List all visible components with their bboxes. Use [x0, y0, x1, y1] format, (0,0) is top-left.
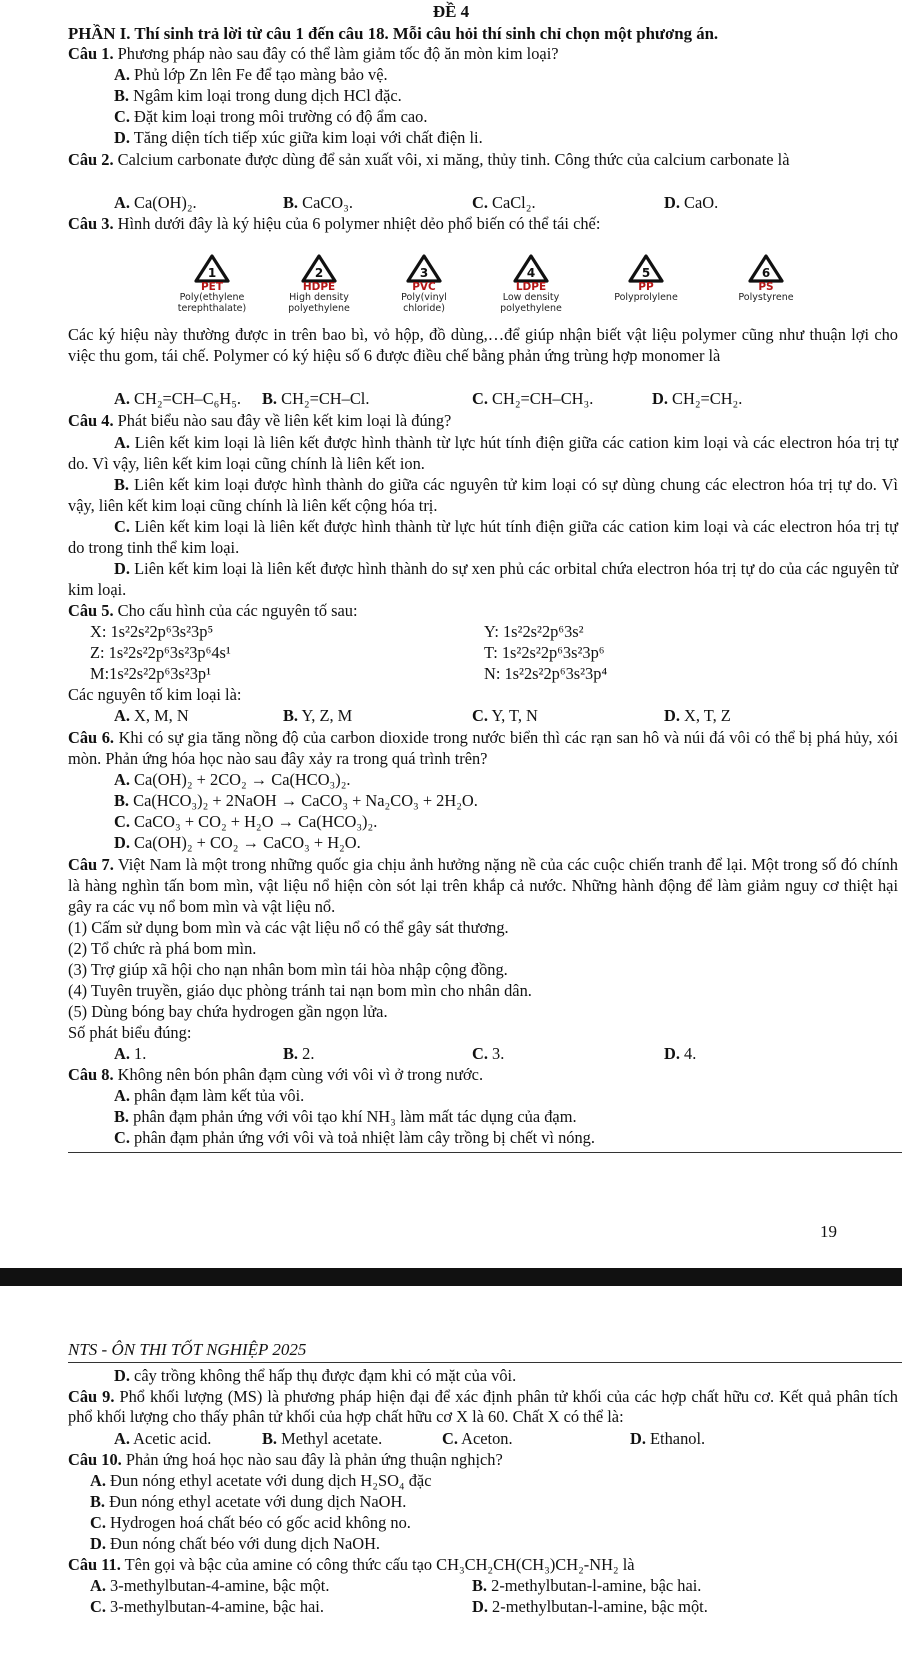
q7-stem: Câu 7. Việt Nam là một trong những quốc gia chịu ảnh hưởng nặng nề của các cuộc chiến tranh để lại. Một trong số đó chính là hàng nghìn tấn bom mìn, vật liệu nổ hiện còn sót lại trên khắp cả nước. Những hành động để làm giảm nguy cơ thiệt hại gây ra các vụ nổ bom mìn và vật liệu nổ. — [68, 855, 899, 916]
q7-item-1: (1) Cấm sử dụng bom mìn và các vật liệu nổ có thể gây sát thương. — [68, 918, 509, 937]
q5-option-a: A. X, M, N — [114, 706, 189, 725]
q10-option-a: A. Đun nóng ethyl acetate với dung dịch H₂SO₄ đặc — [90, 1471, 432, 1490]
q7-item-3: (3) Trợ giúp xã hội cho nạn nhân bom mìn tái hòa nhập cộng đồng. — [68, 960, 508, 979]
q7-item-4: (4) Tuyên truyền, giáo dục phòng tránh tai nạn bom mìn cho nhân dân. — [68, 981, 532, 1000]
q2-stem: Câu 2. Calcium carbonate được dùng để sản xuất vôi, xi măng, thủy tinh. Công thức của calcium carbonate là — [68, 150, 790, 169]
q3-option-d: D. CH₂=CH₂. — [652, 389, 743, 408]
symbol-code: PET — [200, 281, 224, 293]
symbol-code: PP — [638, 281, 654, 293]
q5-config-t: T: 1s²2s²2p⁶3s²3p⁶ — [484, 643, 605, 662]
recycle-triangle-icon — [404, 254, 444, 284]
q5-option-d: D. X, T, Z — [664, 706, 731, 725]
q5-config-n: N: 1s²2s²2p⁶3s²3p⁴ — [484, 664, 608, 683]
q5-config-z: Z: 1s²2s²2p⁶3s²3p⁶4s¹ — [90, 643, 231, 662]
q5-option-c: C. Y, T, N — [472, 706, 538, 725]
svg-text:6: 6 — [761, 266, 771, 280]
recycle-triangle-icon — [746, 254, 786, 284]
symbol-desc: High density — [289, 292, 349, 303]
recycling-symbols — [0, 254, 902, 334]
symbol-desc: Polystyrene — [738, 292, 794, 303]
q7-option-b: B. 2. — [283, 1044, 315, 1063]
q2-option-a: A. Ca(OH)₂. — [114, 193, 197, 212]
svg-text:2: 2 — [314, 266, 324, 280]
q5-config-y: Y: 1s²2s²2p⁶3s² — [484, 622, 584, 641]
q5-config-x: X: 1s²2s²2p⁶3s²3p⁵ — [90, 622, 214, 641]
q4-option-c: C. Liên kết kim loại là liên kết được hình thành từ lực hút tính điện giữa các cation kim loại và các electron hóa trị tự do trong tinh thể kim loại. — [68, 517, 899, 557]
q6-option-c: C. CaCO₃ + CO₂ + H₂O → Ca(HCO₃)₂. — [114, 812, 378, 831]
q11-option-d: D. 2-methylbutan-l-amine, bậc một. — [472, 1597, 708, 1616]
page-rule — [68, 1152, 902, 1153]
symbol-code: LDPE — [515, 281, 547, 293]
q7-option-c: C. 3. — [472, 1044, 505, 1063]
recycle-symbol-6 — [706, 254, 826, 303]
running-header: NTS - ÔN THI TỐT NGHIỆP 2025 — [68, 1340, 307, 1359]
q1-option-d: D. Tăng diện tích tiếp xúc giữa kim loại với chất điện li. — [114, 128, 483, 147]
svg-text:5: 5 — [641, 266, 651, 280]
q10-stem: Câu 10. Phản ứng hoá học nào sau đây là phản ứng thuận nghịch? — [68, 1450, 503, 1469]
svg-text:3: 3 — [419, 266, 429, 280]
header-rule — [68, 1362, 902, 1363]
q6-option-a: A. Ca(OH)₂ + 2CO₂ → Ca(HCO₃)₂. — [114, 770, 351, 789]
recycle-symbol-3 — [364, 254, 484, 314]
q2-option-d: D. CaO. — [664, 193, 719, 212]
q9-option-c: C. Aceton. — [442, 1429, 513, 1448]
q3-option-b: B. CH₂=CH–Cl. — [262, 389, 370, 408]
q3-stem: Câu 3. Hình dưới đây là ký hiệu của 6 polymer nhiệt dẻo phổ biến có thể tái chế: — [68, 214, 601, 233]
q8-option-b: B. phân đạm phản ứng với vôi tạo khí NH₃ làm mất tác dụng của đạm. — [114, 1107, 577, 1126]
q5-config-m: M:1s²2s²2p⁶3s²3p¹ — [90, 664, 212, 683]
symbol-desc: polyethylene — [500, 303, 562, 314]
q7-item-2: (2) Tổ chức rà phá bom mìn. — [68, 939, 257, 958]
recycle-triangle-icon — [192, 254, 232, 284]
q7-option-d: D. 4. — [664, 1044, 697, 1063]
q5-stem: Câu 5. Cho cấu hình của các nguyên tố sau: — [68, 601, 358, 620]
q1-option-c: C. Đặt kim loại trong môi trường có độ ẩm cao. — [114, 107, 428, 126]
q3-text2: Các ký hiệu này thường được in trên bao bì, vỏ hộp, đồ dùng,…để giúp nhận biết vật liệu polymer cũng như thuận lợi cho việc thu gom, tái chế. Polymer có ký hiệu số 6 được điều chế bằng phản ứng trùng hợp monomer là — [68, 325, 898, 365]
q1-stem: Câu 1. Phương pháp nào sau đây có thể làm giảm tốc độ ăn mòn kim loại? — [68, 44, 559, 63]
q6-option-d: D. Ca(OH)₂ + CO₂ → CaCO₃ + H₂O. — [114, 833, 361, 852]
recycle-symbol-5 — [586, 254, 706, 303]
q4-stem: Câu 4. Phát biểu nào sau đây về liên kết kim loại là đúng? — [68, 411, 452, 430]
q11-stem: Câu 11. Tên gọi và bậc của amine có công thức cấu tạo CH₃CH₂CH(CH₃)CH₂-NH₂ là — [68, 1555, 635, 1574]
q6-option-b: B. Ca(HCO₃)₂ + 2NaOH → CaCO₃ + Na₂CO₃ + 2H₂O. — [114, 791, 478, 810]
symbol-code: HDPE — [302, 281, 336, 293]
q9-option-a: A. Acetic acid. — [114, 1429, 212, 1448]
q4-option-d: D. Liên kết kim loại là liên kết được hình thành do sự xen phủ các orbital chứa electron hóa trị tự do của các nguyên tử kim loại. — [68, 559, 898, 599]
symbol-desc: polyethylene — [288, 303, 350, 314]
q10-option-d: D. Đun nóng chất béo với dung dịch NaOH. — [90, 1534, 381, 1553]
symbol-code: PS — [758, 281, 774, 293]
q7-option-a: A. 1. — [114, 1044, 147, 1063]
q8-option-a: A. phân đạm làm kết tủa vôi. — [114, 1086, 305, 1105]
q3-option-a: A. CH₂=CH–C₆H₅. — [114, 389, 242, 408]
recycle-symbol-2 — [259, 254, 379, 314]
symbol-desc: Low density — [502, 292, 560, 303]
q11-option-a: A. 3-methylbutan-4-amine, bậc một. — [90, 1576, 330, 1595]
q6-stem: Câu 6. Khi có sự gia tăng nồng độ của carbon dioxide trong nước biển thì các rạn san hô và núi đá vôi có thể bị phá hủy, xói mòn. Phản ứng hóa học nào sau đây xảy ra trong quá trình trên? — [68, 728, 899, 768]
svg-text:4: 4 — [526, 266, 536, 280]
q8-option-c: C. phân đạm phản ứng với vôi và toả nhiệt làm cây trồng bị chết vì nóng. — [114, 1128, 595, 1147]
recycle-symbol-1 — [152, 254, 272, 314]
page-separator — [0, 1268, 902, 1286]
page-number: 19 — [820, 1222, 837, 1241]
q9-stem: Câu 9. Phổ khối lượng (MS) là phương pháp hiện đại để xác định phân tử khối của các hợp chất hữu cơ. Kết quả phân tích phổ khối lượng cho thấy phân tử khối của hợp chất hữu cơ X là 60. Chất X có thể là: — [68, 1387, 898, 1426]
part-title: PHẦN I. Thí sinh trả lời từ câu 1 đến câu 18. Mỗi câu hỏi thí sinh chỉ chọn một phương án. — [68, 24, 719, 43]
svg-text:1: 1 — [207, 266, 217, 280]
q2-option-c: C. CaCl₂. — [472, 193, 536, 212]
q10-option-c: C. Hydrogen hoá chất béo có gốc acid không no. — [90, 1513, 411, 1532]
q10-option-b: B. Đun nóng ethyl acetate với dung dịch NaOH. — [90, 1492, 407, 1511]
q9-option-b: B. Methyl acetate. — [262, 1429, 383, 1448]
q7-ask: Số phát biểu đúng: — [68, 1023, 192, 1042]
symbol-desc: chloride) — [403, 303, 445, 314]
recycle-symbol-4 — [471, 254, 591, 314]
page-gap — [0, 1286, 902, 1340]
q3-option-c: C. CH₂=CH–CH₃. — [472, 389, 594, 408]
q7-item-5: (5) Dùng bóng bay chứa hydrogen gần ngọn lửa. — [68, 1002, 388, 1021]
q2-option-b: B. CaCO₃. — [283, 193, 353, 212]
recycle-triangle-icon — [299, 254, 339, 284]
symbol-code: PVC — [412, 281, 436, 293]
q5-ask: Các nguyên tố kim loại là: — [68, 685, 242, 704]
symbol-desc: Poly(vinyl — [401, 292, 447, 303]
q9-option-d: D. Ethanol. — [630, 1429, 706, 1448]
q1-option-a: A. Phủ lớp Zn lên Fe để tạo màng bảo vệ. — [114, 65, 388, 84]
recycle-triangle-icon — [626, 254, 666, 284]
symbol-desc: Poly(ethylene — [179, 292, 245, 303]
q4-option-a: A. Liên kết kim loại là liên kết được hình thành từ lực hút tính điện giữa các cation kim loại và các electron hóa trị tự do. Vì vậy, liên kết kim loại cũng chính là liên kết ion. — [68, 433, 899, 473]
q11-option-b: B. 2-methylbutan-l-amine, bậc hai. — [472, 1576, 702, 1595]
recycle-triangle-icon — [511, 254, 551, 284]
q8-option-d: D. cây trồng không thể hấp thụ được đạm khi có mặt của vôi. — [114, 1366, 517, 1385]
q5-option-b: B. Y, Z, M — [283, 706, 353, 725]
q4-option-b: B. Liên kết kim loại được hình thành do giữa các nguyên tử kim loại có sự dùng chung các electron hóa trị tự do. Vì vậy, liên kết kim loại cũng chính là liên kết cộng hóa trị. — [68, 475, 898, 515]
q8-stem: Câu 8. Không nên bón phân đạm cùng với vôi vì ở trong nước. — [68, 1065, 484, 1084]
exam-page-2 — [0, 1340, 902, 1660]
q11-option-c: C. 3-methylbutan-4-amine, bậc hai. — [90, 1597, 324, 1616]
exam-code: ĐỀ 4 — [432, 2, 470, 21]
symbol-desc: terephthalate) — [177, 303, 247, 314]
symbol-desc: Polyprolylene — [614, 292, 678, 303]
q1-option-b: B. Ngâm kim loại trong dung dịch HCl đặc. — [114, 86, 402, 105]
